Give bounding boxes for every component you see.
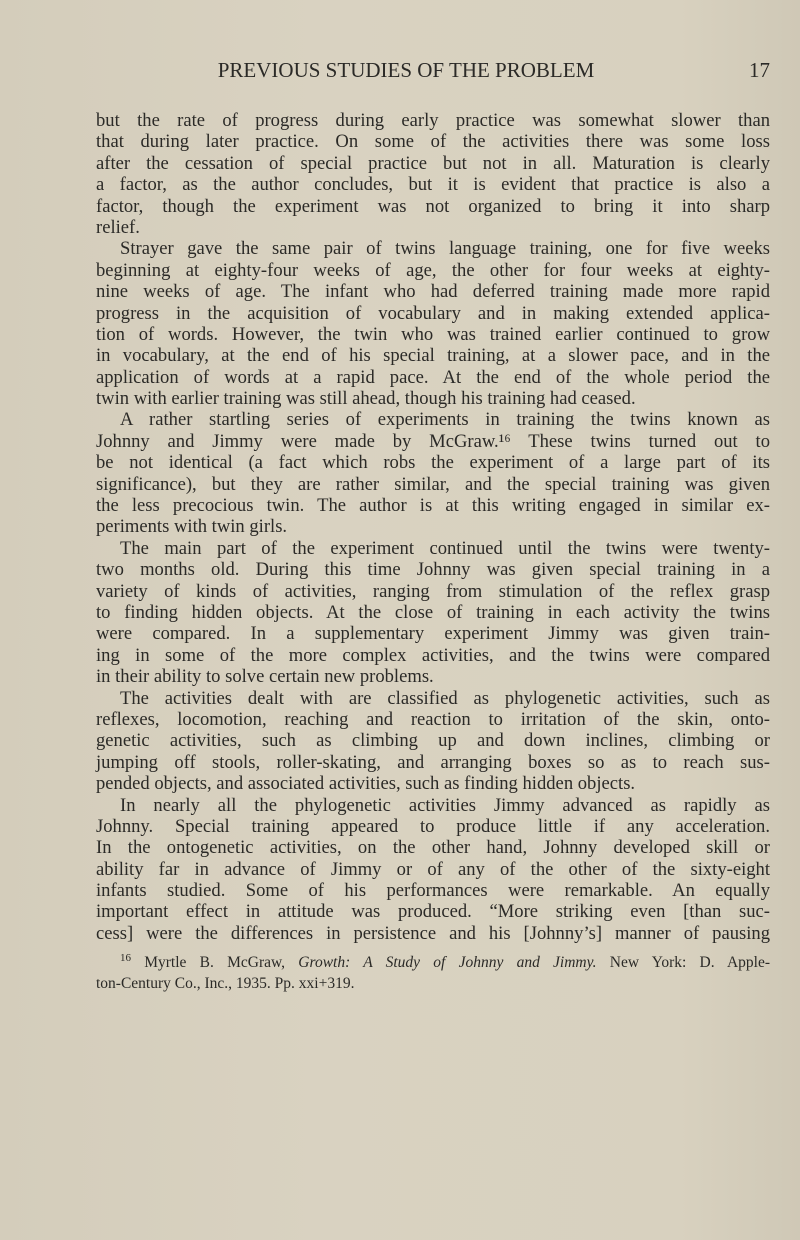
running-title: PREVIOUS STUDIES OF THE PROBLEM (217, 58, 595, 82)
page-number: 17 (749, 58, 770, 82)
paragraph (96, 538, 770, 688)
running-header (96, 58, 770, 84)
text-line: beginning at eighty-four weeks of age, the other for four weeks at eighty- (96, 259, 770, 281)
footnote-marker: 16 (120, 951, 131, 964)
text-line: variety of kinds of activities, ranging from stimulation of the reflex grasp (96, 580, 770, 602)
footnote-publisher: New York: D. Apple- (609, 954, 771, 971)
text-line: genetic activities, such as climbing up and down inclines, climbing or (96, 730, 770, 752)
text-line: in their ability to solve certain new problems. (96, 666, 434, 688)
text-line: twin with earlier training was still ahead, though his training had ceased. (96, 388, 636, 410)
text-line: The main part of the experiment continued until the twins were twenty- (120, 537, 770, 559)
text-line: The activities dealt with are classified as phylogenetic activities, such as (120, 687, 770, 709)
paragraph (96, 688, 770, 795)
text-line: were compared. In a supplementary experiment Jimmy was given train- (96, 623, 770, 645)
footnote-author: Myrtle B. McGraw, (144, 954, 286, 971)
text-line: ability far in advance of Jimmy or of any of the other of the sixty-eight (96, 858, 770, 880)
text-line: Johnny. Special training appeared to produce little if any acceleration. (96, 815, 770, 837)
text-line: pended objects, and associated activities, such as finding hidden objects. (96, 773, 636, 795)
text-line: two months old. During this time Johnny was given special training in a (96, 559, 770, 581)
text-line: In nearly all the phylogenetic activities Jimmy advanced as rapidly as (120, 794, 770, 816)
text-line: after the cessation of special practice but not in all. Maturation is clearly (96, 152, 770, 174)
text-line: the less precocious twin. The author is at this writing engaged in similar ex- (96, 495, 770, 517)
text-line: In the ontogenetic activities, on the other hand, Johnny developed skill or (96, 837, 770, 859)
footnote-line: ton-Century Co., Inc., 1935. Pp. xxi+319. (96, 975, 355, 992)
text-line: Johnny and Jimmy were made by McGraw.¹⁶ These twins turned out to (96, 430, 770, 452)
text-line: relief. (96, 216, 140, 238)
text-line: Strayer gave the same pair of twins language training, one for five weeks (120, 238, 770, 260)
text-line: but the rate of progress during early practice was somewhat slower than (96, 110, 770, 131)
paragraph (96, 110, 770, 238)
footnote-title: Growth: A Study of Johnny and Jimmy. (298, 954, 597, 971)
text-line: nine weeks of age. The infant who had deferred training made more rapid (96, 281, 770, 303)
text-line: to finding hidden objects. At the close of training in each activity the twins (96, 601, 770, 623)
text-line: application of words at a rapid pace. At the end of the whole period the (96, 366, 770, 388)
text-line: important effect in attitude was produced. “More striking even [than suc- (96, 901, 770, 923)
paragraph (96, 238, 770, 409)
text-line: tion of words. However, the twin who was trained earlier continued to grow (96, 323, 770, 345)
text-line: be not identical (a fact which robs the experiment of a large part of its (96, 452, 770, 474)
text-line: A rather startling series of experiments in training the twins known as (120, 409, 770, 431)
text-line: ing in some of the more complex activities, and the twins were compared (96, 644, 770, 666)
text-line: cess] were the differences in persistence and his [Johnny’s] manner of pausing (96, 922, 770, 944)
text-line: periments with twin girls. (96, 516, 288, 538)
text-line: infants studied. Some of his performances were remarkable. An equally (96, 880, 770, 902)
paragraph (96, 409, 770, 537)
text-line: in vocabulary, at the end of his special training, at a slower pace, and in the (96, 345, 770, 367)
text-line: jumping off stools, roller-skating, and arranging boxes so as to reach sus- (96, 751, 770, 773)
text-line: progress in the acquisition of vocabulary and in making extended applica- (96, 302, 770, 324)
footnote (96, 952, 770, 994)
text-line: significance), but they are rather similar, and the special training was given (96, 473, 770, 495)
text-line: factor, though the experiment was not organized to bring it into sharp (96, 195, 770, 217)
footnote-line (96, 952, 770, 973)
text-line: that during later practice. On some of the activities there was some loss (96, 131, 770, 153)
text-line: reflexes, locomotion, reaching and reaction to irritation of the skin, onto- (96, 708, 770, 730)
paragraph (96, 795, 770, 945)
body-text (96, 110, 770, 944)
text-line: a factor, as the author concludes, but it is evident that practice is also a (96, 174, 770, 196)
